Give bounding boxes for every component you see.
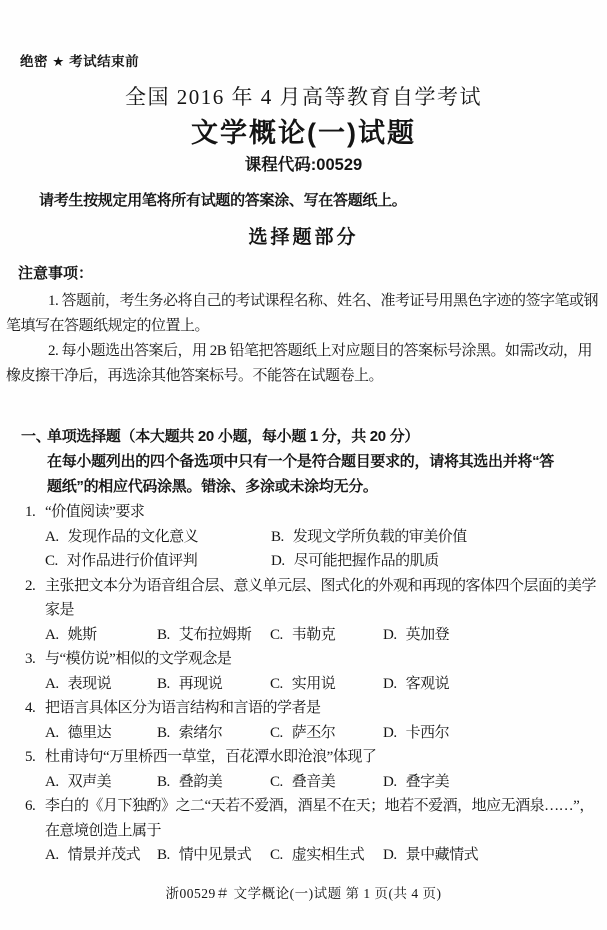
question-3-option-a xyxy=(45,672,157,697)
question-2-options-row xyxy=(0,623,607,648)
option-text: 萨丕尔 xyxy=(291,724,336,741)
question-2 xyxy=(0,574,607,648)
option-label: A. xyxy=(45,724,59,741)
option-label: D. xyxy=(383,675,397,692)
security-classification-label: 绝密 ★ 考试结束前 xyxy=(20,54,140,69)
option-text: 发现作品的文化意义 xyxy=(67,528,199,545)
question-3 xyxy=(0,647,607,696)
note-item-1: 1. 答题前，考生务必将自己的考试课程名称、姓名、准考证号用黑色字迹的签字笔或钢笔填写在答题纸规定的位置上。 xyxy=(6,293,599,334)
question-6-option-b xyxy=(157,843,270,868)
question-2-stem-text: 主张把文本分为语音组合层、意义单元层、图式化的外观和再现的客体四个层面的美学家是 xyxy=(45,577,597,618)
question-5-stem-text: 杜甫诗句“万里桥西一草堂，百花潭水即沧浪”体现了 xyxy=(45,749,377,765)
question-5 xyxy=(0,745,607,794)
option-text: 索绪尔 xyxy=(178,724,223,741)
section-one-heading xyxy=(0,424,607,449)
question-1 xyxy=(0,500,607,574)
option-label: A. xyxy=(45,626,59,643)
option-text: 实用说 xyxy=(291,675,336,692)
option-label: B. xyxy=(157,847,170,863)
question-1-option-d xyxy=(271,549,607,574)
option-label: B. xyxy=(157,675,170,692)
option-text: 德里达 xyxy=(67,724,112,741)
question-2-option-a xyxy=(45,623,157,648)
option-text: 叠音美 xyxy=(291,773,336,790)
question-3-stem-text: 与“模仿说”相似的文学观念是 xyxy=(45,651,232,667)
question-1-stem xyxy=(0,500,607,525)
question-6-number: 6. xyxy=(25,798,36,814)
question-5-option-c xyxy=(270,770,383,795)
option-label: C. xyxy=(45,553,58,569)
question-5-option-a xyxy=(45,770,157,795)
option-text: 客观说 xyxy=(405,675,450,692)
page-footer: 浙00529＃ 文学概论(一)试题 第 1 页(共 4 页) xyxy=(165,886,442,901)
question-6 xyxy=(0,794,607,868)
option-label: B. xyxy=(157,724,170,741)
option-text: 姚斯 xyxy=(67,626,97,643)
question-1-options-row-1 xyxy=(0,525,607,550)
option-label: D. xyxy=(271,553,285,569)
option-text: 虚实相生式 xyxy=(291,847,365,863)
option-text: 情中见景式 xyxy=(178,847,252,863)
paper-title: 文学概论(一)试题 xyxy=(191,118,416,148)
option-label: B. xyxy=(157,773,170,790)
section-one-number: 一、 xyxy=(21,428,51,445)
question-5-stem xyxy=(0,745,607,770)
question-1-stem-text: “价值阅读”要求 xyxy=(45,504,145,520)
question-6-option-c xyxy=(270,843,383,868)
option-text: 景中藏情式 xyxy=(405,847,479,863)
option-label: A. xyxy=(45,675,59,692)
option-text: 叠韵美 xyxy=(178,773,223,790)
option-text: 对作品进行价值评判 xyxy=(66,553,198,569)
option-text: 情景并茂式 xyxy=(67,847,141,863)
question-2-option-c xyxy=(270,623,383,648)
option-text: 韦勒克 xyxy=(291,626,336,643)
section-one-instruction: 在每小题列出的四个备选项中只有一个是符合题目要求的，请将其选出并将“答题纸”的相应代码涂黑。错涂、多涂或未涂均无分。 xyxy=(47,453,555,495)
exam-title: 全国 2016 年 4 月高等教育自学考试 xyxy=(125,85,482,109)
option-label: C. xyxy=(270,675,283,692)
question-3-option-d xyxy=(383,672,607,697)
section-header-multiple-choice: 选择题部分 xyxy=(248,227,359,248)
option-text: 英加登 xyxy=(405,626,450,643)
option-text: 尽可能把握作品的肌质 xyxy=(293,553,439,569)
question-4-stem-text: 把语言具体区分为语言结构和言语的学者是 xyxy=(45,700,321,716)
option-label: D. xyxy=(383,626,397,643)
question-1-option-b xyxy=(271,525,607,550)
question-3-stem xyxy=(0,647,607,672)
pen-instruction: 请考生按规定用笔将所有试题的答案涂、写在答题纸上。 xyxy=(39,192,407,209)
question-6-stem xyxy=(0,794,607,843)
question-1-option-c xyxy=(45,549,271,574)
question-4-options-row xyxy=(0,721,607,746)
option-text: 艾布拉姆斯 xyxy=(178,626,252,643)
section-one xyxy=(0,424,607,868)
option-label: B. xyxy=(271,528,284,545)
question-1-options-row-2 xyxy=(0,549,607,574)
option-text: 再现说 xyxy=(178,675,223,692)
question-2-option-d xyxy=(383,623,607,648)
question-4-option-d xyxy=(383,721,607,746)
course-code: 课程代码:00529 xyxy=(244,156,363,174)
question-3-options-row xyxy=(0,672,607,697)
option-text: 发现文学所负载的审美价值 xyxy=(292,528,467,545)
option-text: 表现说 xyxy=(67,675,112,692)
question-4-option-b xyxy=(157,721,270,746)
question-1-option-a xyxy=(45,525,271,550)
notes-title: 注意事项： xyxy=(18,265,94,282)
question-4 xyxy=(0,696,607,745)
question-1-number: 1. xyxy=(25,504,36,520)
option-label: D. xyxy=(383,847,397,863)
question-5-option-d xyxy=(383,770,607,795)
question-6-stem-text: 李白的《月下独酌》之二“天若不爱酒，酒星不在天；地若不爱酒，地应无酒泉……”，在意境创造上属于 xyxy=(45,798,594,839)
question-2-number: 2. xyxy=(25,577,36,594)
question-4-option-a xyxy=(45,721,157,746)
question-5-number: 5. xyxy=(25,749,36,765)
option-text: 卡西尔 xyxy=(405,724,450,741)
question-4-stem xyxy=(0,696,607,721)
section-one-heading-text: 单项选择题（本大题共 20 小题，每小题 1 分，共 20 分） xyxy=(47,428,420,445)
option-label: C. xyxy=(270,773,283,790)
question-2-option-b xyxy=(157,623,270,648)
option-label: A. xyxy=(45,528,59,545)
option-label: D. xyxy=(383,724,397,741)
option-label: C. xyxy=(270,847,283,863)
question-4-number: 4. xyxy=(25,700,36,716)
option-text: 叠字美 xyxy=(405,773,450,790)
option-label: B. xyxy=(157,626,170,643)
question-6-option-d xyxy=(383,843,607,868)
option-label: A. xyxy=(45,773,59,790)
option-label: C. xyxy=(270,626,283,643)
question-4-option-c xyxy=(270,721,383,746)
note-item-2: 2. 每小题选出答案后，用 2B 铅笔把答题纸上对应题目的答案标号涂黑。如需改动，用橡皮擦干净后，再选涂其他答案标号。不能答在试题卷上。 xyxy=(6,343,593,384)
option-label: A. xyxy=(45,847,59,863)
question-3-number: 3. xyxy=(25,651,36,667)
option-label: D. xyxy=(383,773,397,790)
option-label: C. xyxy=(270,724,283,741)
question-5-options-row xyxy=(0,770,607,795)
option-text: 双声美 xyxy=(67,773,112,790)
question-3-option-b xyxy=(157,672,270,697)
question-5-option-b xyxy=(157,770,270,795)
question-3-option-c xyxy=(270,672,383,697)
question-list xyxy=(0,500,607,868)
question-2-stem xyxy=(0,574,607,623)
question-6-options-row xyxy=(0,843,607,868)
question-6-option-a xyxy=(45,843,157,868)
